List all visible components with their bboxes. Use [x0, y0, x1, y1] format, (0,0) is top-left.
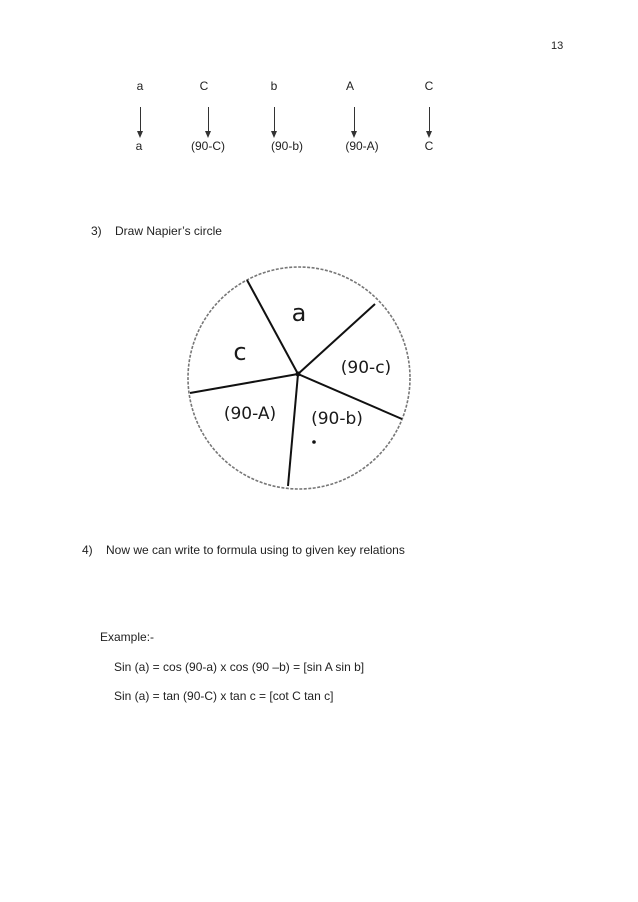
mapping-top-label: C [424, 79, 434, 93]
circle-center-point [296, 372, 301, 377]
example-formula-1: Sin (a) = cos (90-a) x cos (90 –b) = [sin A sin b] [114, 660, 365, 674]
mapping-bottom-label: (90-C) [190, 139, 226, 153]
mapping-bottom-label: C [424, 139, 434, 153]
step-4-number: 4) [82, 543, 93, 557]
segment-label-90-a: (90-A) [223, 404, 277, 424]
page-number: 13 [551, 40, 564, 52]
mapping-top-label: A [345, 79, 355, 93]
mapping-top-label: C [199, 79, 209, 93]
example-heading: Example:- [100, 630, 155, 644]
example-formula-2: Sin (a) = tan (90-C) x tan c = [cot C tan c] [114, 689, 334, 703]
circle-divider-line [247, 280, 298, 374]
step-3 [91, 224, 222, 238]
mapping-bottom-label: (90-b) [270, 139, 304, 153]
mapping-top-label: b [270, 79, 278, 93]
step-4 [82, 543, 405, 557]
napiers-circle-figure [180, 262, 430, 502]
step-4-text: Now we can write to formula using to given key relations [106, 543, 405, 557]
segment-label-a: a [291, 299, 307, 327]
step-3-number: 3) [91, 224, 102, 238]
mapping-top-label: a [136, 79, 144, 93]
circle-divider-line [190, 374, 298, 393]
step-3-text: Draw Napier’s circle [115, 224, 222, 238]
mapping-bottom-label: a [135, 139, 143, 153]
segment-label-c: c [233, 338, 247, 366]
mapping-bottom-label: (90-A) [345, 139, 379, 153]
segment-label-90-c: (90-c) [340, 358, 392, 378]
ink-dot [312, 440, 316, 444]
segment-label-90-b: (90-b) [311, 409, 363, 429]
circle-divider-line [288, 374, 298, 486]
